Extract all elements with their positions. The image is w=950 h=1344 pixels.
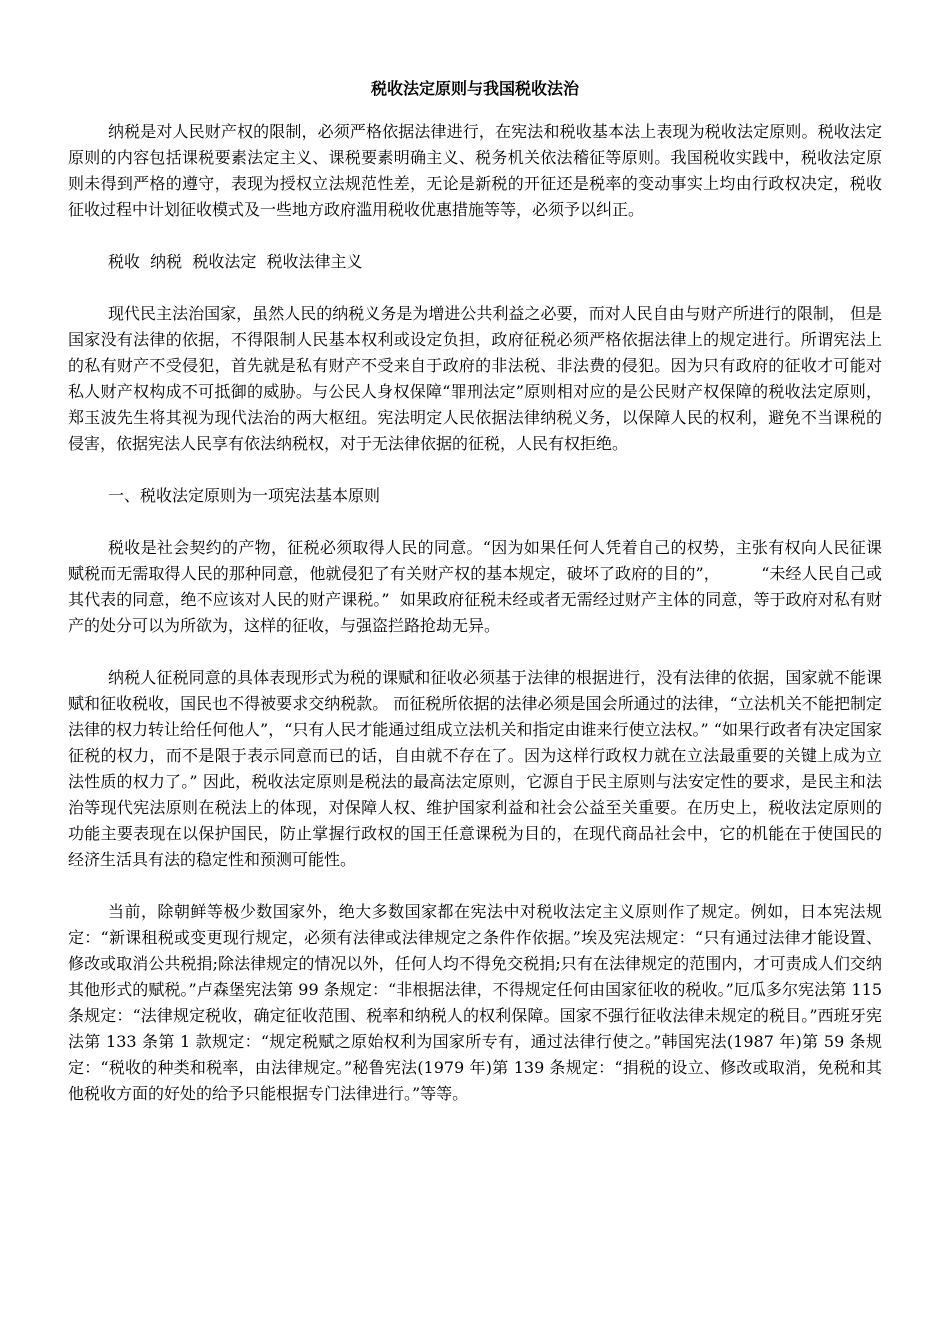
body-paragraph: 当前，除朝鲜等极少数国家外，绝大多数国家都在宪法中对税收法定主义原则作了规定。例如，日本宪法规定：“新课租税或变更现行规定，必须有法律或法律规定之条件作依据。”埃及宪法规定：“只有通过法律才能设置、修改或取消公共税捐;除法律规定的情况以外，任何人均不得免交税捐;只有在法律规定的范围内，才可责成人们交纳其他形式的赋税。”卢森堡宪法第 99 条规定：“非根据法律，不得规定任何由国家征收的税收。”厄瓜多尔宪法第 115 条规定：“法律规定税收，确定征收范围、税率和纳税人的权利保障。国家不强行征收法律未规定的税目。”西班牙宪法第 133 条第 1 款规定：“规定税赋之原始权利为国家所专有，通过法律行使之。”韩国宪法(1987 年)第 59 条规定：“税收的种类和税率，由法律规定。”秘鲁宪法(1979 年)第 139 条规定：“捐税的设立、修改或取消，免税和其他税收方面的好处的给予只能根据专门法律进行。”等等。	[68, 902, 882, 1103]
section-heading: 一、税收法定原则为一项宪法基本原则	[108, 486, 381, 505]
document-title: 税收法定原则与我国税收法治	[370, 79, 579, 98]
abstract-paragraph: 纳税是对人民财产权的限制，必须严格依据法律进行，在宪法和税收基本法上表现为税收法定原则。税收法定原则的内容包括课税要素法定主义、课税要素明确主义、税务机关依法稽征等原则。我国税收实践中，税收法定原则未得到严格的遵守，表现为授权立法规范性差，无论是新税的开征还是税率的变动事实上均由行政权决定，税收征收过程中计划征收模式及一些地方政府滥用税收优惠措施等等，必须予以纠正。	[68, 122, 882, 219]
body-paragraph: 税收是社会契约的产物，征税必须取得人民的同意。“因为如果任何人凭着自己的权势，主张有权向人民征课赋税而无需取得人民的那种同意，他就侵犯了有关财产权的基本规定，破坏了政府的目的”， “未经人民自己或其代表的同意，绝不应该对人民的财产课税。” 如果政府征税未经或者无需经过财产主体的同意，等于政府对私有财产的处分可以为所欲为，这样的征收，与强盗拦路抢劫无异。	[68, 538, 882, 635]
keywords-line: 税收 纳税 税收法定 税收法律主义	[108, 252, 363, 271]
body-paragraph: 现代民主法治国家，虽然人民的纳税义务是为增进公共利益之必要，而对人民自由与财产所进行的限制， 但是国家没有法律的依据，不得限制人民基本权利或设定负担，政府征税必须严格依据法律上的规定进行。所谓宪法上的私有财产不受侵犯，首先就是私有财产不受来自于政府的非法税、非法费的侵犯。因为只有政府的征收才可能对私人财产权构成不可抵御的威胁。与公民人身权保障“罪刑法定”原则相对应的是公民财产权保障的税收法定原则，郑玉波先生将其视为现代法治的两大枢纽。宪法明定人民依据法律纳税义务，以保障人民的权利，避免不当课税的侵害，依据宪法人民享有依法纳税权，对于无法律依据的征税，人民有权拒绝。	[68, 304, 882, 453]
body-paragraph: 纳税人征税同意的具体表现形式为税的课赋和征收必须基于法律的根据进行，没有法律的依据，国家就不能课赋和征收税收，国民也不得被要求交纳税款。 而征税所依据的法律必须是国会所通过的法律，“立法机关不能把制定法律的权力转让给任何他人”，“只有人民才能通过组成立法机关和指定由谁来行使立法权。” “如果行政者有决定国家征税的权力，而不是限于表示同意而已的话，自由就不存在了。因为这样行政权力就在立法最重要的关键上成为立法性质的权力了。” 因此，税收法定原则是税法的最高法定原则，它源自于民主原则与法安定性的要求，是民主和法治等现代宪法原则在税法上的体现，对保障人权、维护国家利益和社会公益至关重要。在历史上，税收法定原则的功能主要表现在以保护国民，防止掌握行政权的国王任意课税为目的，在现代商品社会中，它的机能在于使国民的经济生活具有法的稳定性和预测可能性。	[68, 668, 882, 869]
document-page	[68, 76, 882, 1133]
